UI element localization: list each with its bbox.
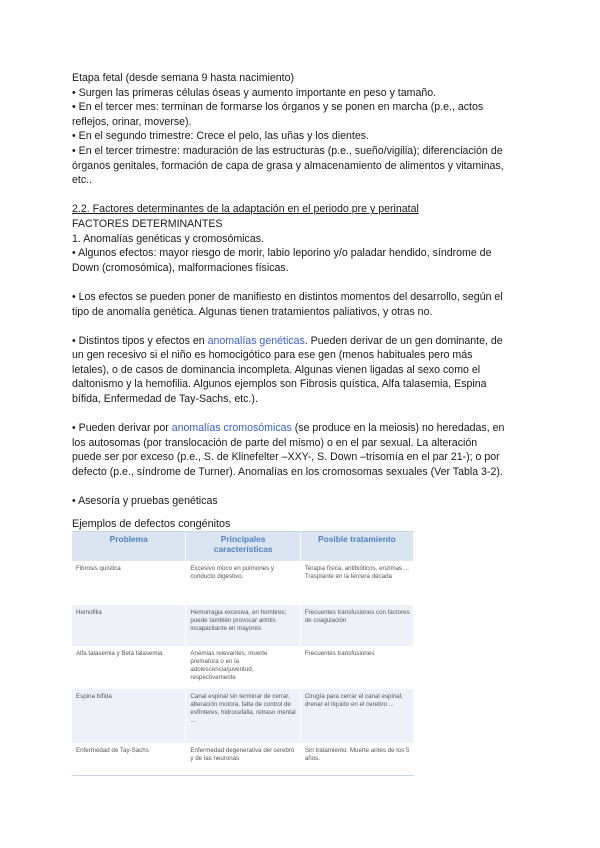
table-cell: Enfermedad de Tay-Sachs xyxy=(72,743,186,775)
link-anomalias-cromosomicas[interactable]: anomalías cromosómicas xyxy=(171,422,292,435)
table-cell: Anemias relevantes, muerte prematura o en la adolescencia/juventud, respectivamente xyxy=(186,646,300,689)
table-header-cell: Posible tratamiento xyxy=(300,532,413,561)
bullet: • En el tercer trimestre: maduración de las estructuras (p.e., sueño/vigilia); diferenciación de xyxy=(72,144,503,157)
table-cell: Espina bífida xyxy=(72,689,186,743)
list-item: 1. Anomalías genéticas y cromosómicas. xyxy=(72,232,264,245)
bullet: • Surgen las primeras células óseas y aumento importante en peso y tamaño. xyxy=(72,86,437,99)
bullet: • En el tercer mes: terminan de formarse los órganos y se ponen en marcha (p.e., actos xyxy=(72,101,484,114)
table-header-cell: Problema xyxy=(72,532,186,561)
paragraph-cont: tipo de anomalía genética. Algunas tienen tratamientos paliativos, y otras no. xyxy=(72,305,433,318)
bullet-cont: etc.. xyxy=(72,174,93,187)
table-cell: Frecuentes transfusiones con factores de coagulación xyxy=(300,605,413,646)
paragraph-cont: defecto (p.e., síndrome de Turner). Anomalías en los cromosomas sexuales (Ver Tabla 3-2). xyxy=(72,466,503,479)
paragraph xyxy=(72,334,532,349)
table-header-cell: Principales características xyxy=(186,532,300,561)
paragraph-cont: los autosomas (por translocación de parte del mismo) o en el par sexual. La alteración xyxy=(72,436,478,449)
table-cell: Canal espinal sin terminar de cerrar, alteración motora, falta de control de esfínteres, hidrocefalia, retraso mental ... xyxy=(186,689,300,743)
table-row xyxy=(72,743,414,775)
paragraph-cont: puede ser por exceso (p.e., S. de Klinefelter –XXY-, S. Down –trisomía en el par 21-); o por xyxy=(72,451,500,464)
table-cell: Sin tratamiento. Muerte antes de los 5 años. xyxy=(300,743,413,775)
bullet-cont: reflejos, orinar, moverse). xyxy=(72,115,192,128)
paragraph xyxy=(72,421,532,436)
table-cell: Hemorragia excesiva, en hombres; puede también provocar artritis incapacitante en mayores xyxy=(186,605,300,646)
defects-table xyxy=(72,532,414,775)
text: . Pueden derivar de un gen dominante, de xyxy=(304,334,503,347)
table-header-row xyxy=(72,532,414,561)
paragraph: • Algunos efectos: mayor riesgo de morir, labio leporino y/o paladar hendido, síndrome de xyxy=(72,247,492,260)
bullet-cont: órganos genitales, formación de capa de grasa y almacenamiento de alimentos y vitaminas, xyxy=(72,159,504,172)
table-row xyxy=(72,689,414,743)
paragraph-cont: letales), o de casos de dominancia incompleta. Algunas vienen ligadas al sexo como el xyxy=(72,363,481,376)
table-cell: Cirugía para cerrar el canal espinal; drenar el líquido en el cerebro ... xyxy=(300,689,413,743)
table-cell: Enfermedad degenerativa del cerebro y de las neuronas xyxy=(186,743,300,775)
paragraph-cont: bífida, Enfermedad de Tay-Sachs, etc.). xyxy=(72,393,258,406)
table-row xyxy=(72,646,414,689)
paragraph: • Asesoría y pruebas genéticas xyxy=(72,495,218,508)
defects-table-wrap xyxy=(72,531,414,776)
bullet: • En el segundo trimestre: Crece el pelo, las uñas y los dientes. xyxy=(72,130,369,143)
table-caption: Ejemplos de defectos congénitos xyxy=(72,517,231,530)
table-row xyxy=(72,605,414,646)
section-heading: 2.2. Factores determinantes de la adaptación en el periodo pre y perinatal xyxy=(72,203,419,216)
table-row xyxy=(72,561,414,605)
subheading: FACTORES DETERMINANTES xyxy=(72,217,223,230)
table-cell: Alfa talasemia y Beta talasemia xyxy=(72,646,186,689)
table-cell: Hemofilia xyxy=(72,605,186,646)
link-anomalias-geneticas[interactable]: anomalías genéticas xyxy=(207,334,305,347)
paragraph-cont: un gen recesivo si el niño es homocigótico para ese gen (menos habituales pero más xyxy=(72,349,473,362)
text: • Distintos tipos y efectos en xyxy=(72,334,208,347)
table-cell: Excesivo moco en pulmones y conducto digestivo. xyxy=(186,561,300,605)
section-title-fetal: Etapa fetal (desde semana 9 hasta nacimiento) xyxy=(72,72,295,84)
table-cell: Fibrosis quística xyxy=(72,561,186,605)
paragraph-cont: Down (cromosómica), malformaciones físicas. xyxy=(72,261,289,274)
document-page xyxy=(72,71,532,776)
paragraph-cont: daltonismo y la hemofilia. Algunos ejemplos son Fibrosis quística, Alfa talasemia, Espina xyxy=(72,378,487,391)
table-cell: Terapia física, antibióticos, enzimas ... Trasplante en la tercera década xyxy=(300,561,413,605)
table-cell: Frecuentes transfusiones xyxy=(300,646,413,689)
paragraph: • Los efectos se pueden poner de manifiesto en distintos momentos del desarrollo, según el xyxy=(72,290,503,303)
text: (se produce en la meiosis) no heredadas, en xyxy=(291,422,505,435)
text: • Pueden derivar por xyxy=(72,422,172,435)
